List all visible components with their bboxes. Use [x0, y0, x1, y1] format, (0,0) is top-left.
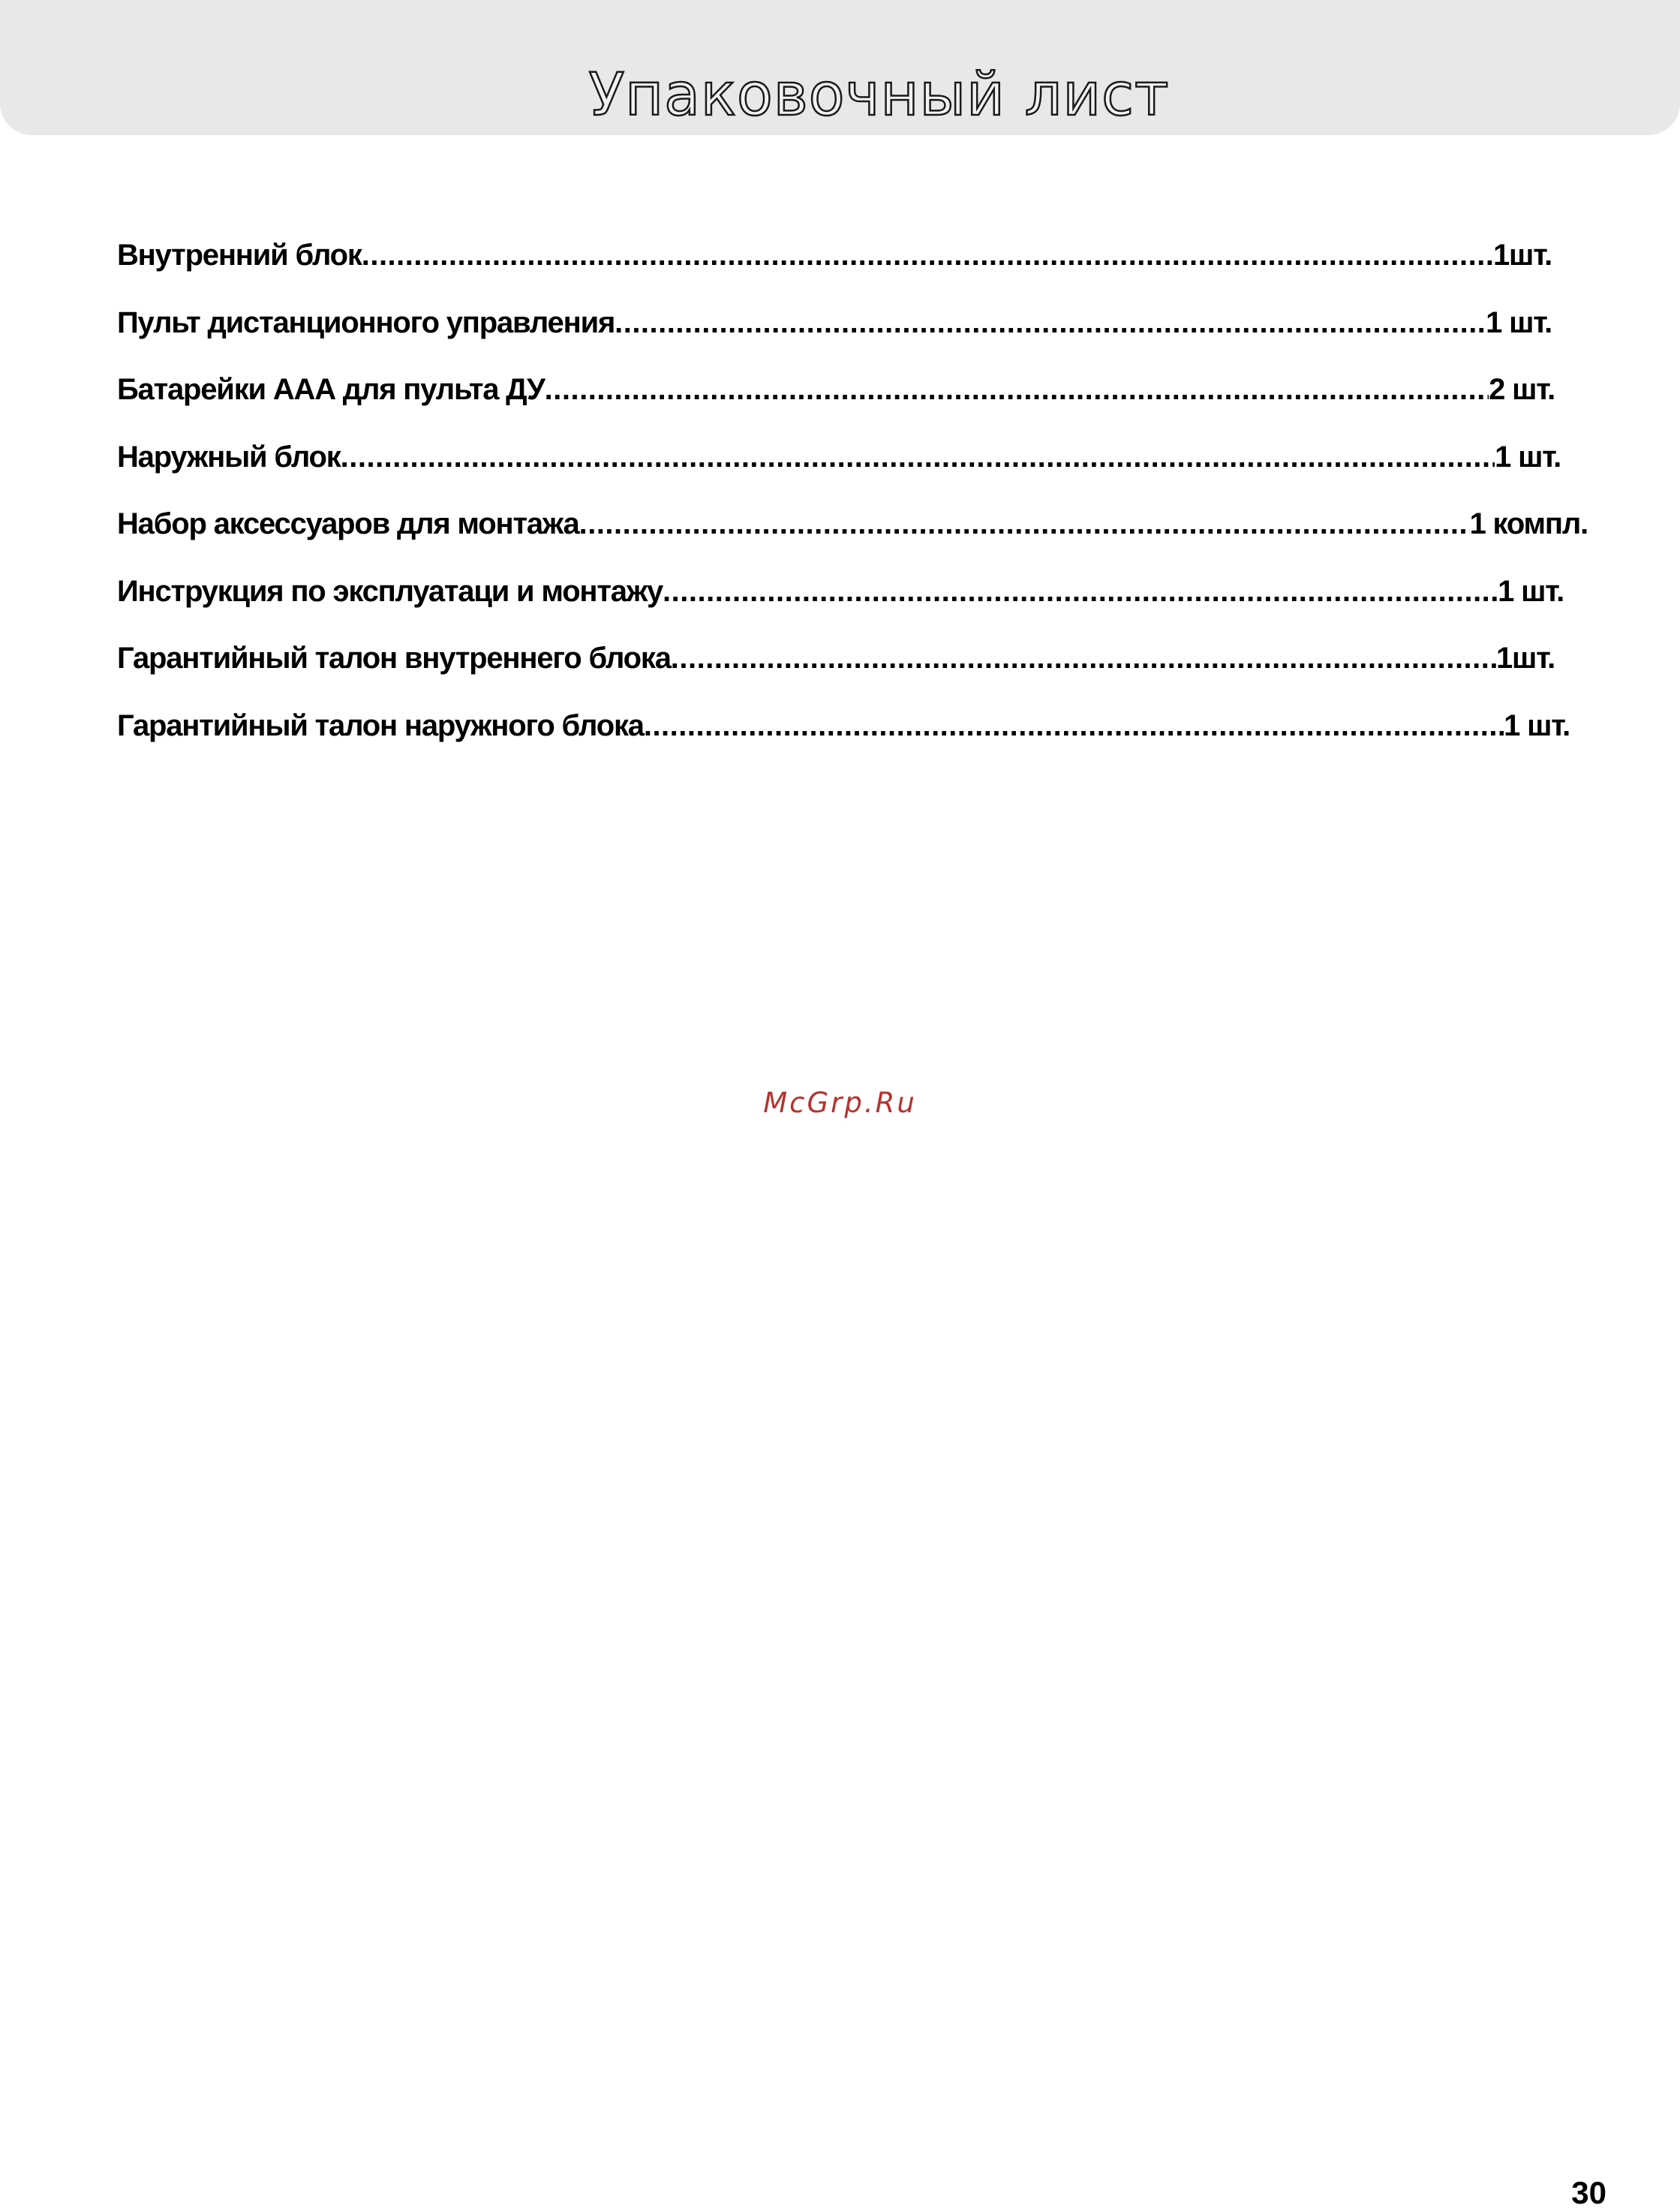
item-name: Наружный блок	[117, 440, 341, 474]
dot-leader	[663, 575, 1498, 609]
item-name: Батарейки ААА для пульта ДУ	[117, 373, 545, 406]
dot-leader	[362, 239, 1493, 272]
item-quantity: 1шт.	[1493, 239, 1552, 272]
packing-list	[117, 239, 1588, 776]
watermark: McGrp.Ru	[763, 1087, 917, 1119]
item-name: Инструкция по эксплуатаци и монтажу	[117, 574, 663, 608]
item-name: Гарантийный талон наружного блока	[117, 708, 644, 742]
list-item	[117, 306, 1588, 374]
item-quantity: 1 шт.	[1498, 574, 1564, 608]
list-item	[117, 239, 1588, 306]
dot-leader	[644, 709, 1504, 743]
list-item	[117, 709, 1588, 777]
dot-leader	[545, 373, 1489, 407]
dot-leader	[671, 642, 1496, 675]
dot-leader	[341, 441, 1495, 474]
item-quantity: 1 шт.	[1495, 440, 1561, 474]
page-title: Упаковочный лист	[588, 62, 1170, 130]
list-item	[117, 575, 1588, 642]
item-quantity: 1 шт.	[1486, 305, 1552, 339]
page-number: 30	[1571, 2175, 1606, 2210]
item-name: Гарантийный талон внутреннего блока	[117, 642, 671, 675]
list-item	[117, 441, 1588, 508]
item-quantity: 2 шт.	[1489, 373, 1555, 406]
dot-leader	[615, 306, 1486, 340]
item-name: Внутренний блок	[117, 239, 362, 272]
item-name: Набор аксессуаров для монтажа	[117, 507, 579, 540]
list-item	[117, 642, 1588, 709]
list-item	[117, 373, 1588, 441]
dot-leader	[579, 507, 1470, 541]
item-quantity: 1 компл.	[1469, 507, 1588, 540]
item-quantity: 1шт.	[1496, 642, 1555, 675]
list-item	[117, 507, 1588, 575]
item-quantity: 1 шт.	[1504, 708, 1570, 742]
item-name: Пульт дистанционного управления	[117, 305, 615, 339]
